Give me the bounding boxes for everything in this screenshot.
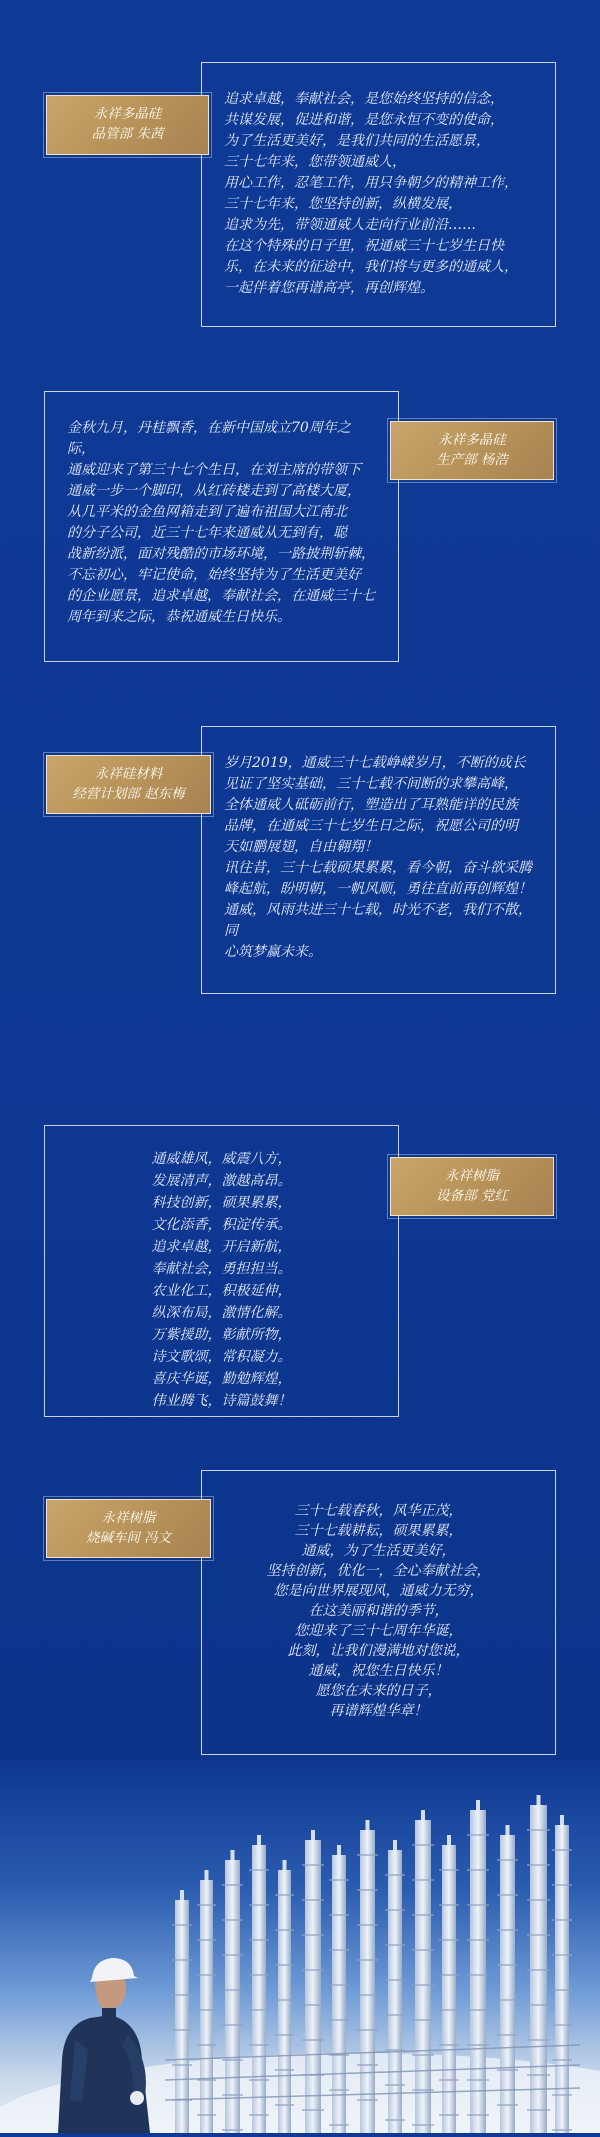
distillation-towers	[172, 1795, 572, 2133]
author-dept-1: 品管部 朱茜	[91, 126, 164, 142]
tower	[500, 1835, 515, 2133]
worker-figure	[58, 1958, 150, 2133]
tower	[175, 1900, 189, 2133]
plant-illustration	[0, 1760, 600, 2133]
greeting-card-4	[44, 1125, 399, 1417]
greeting-text-3: 岁月2019，通威三十七载峥嵘岁月，不断的成长 见证了坚实基础，三十七载不间断的求攀高峰， 全体通威人砥砺前行，塑造出了耳熟能详的民族 品牌，在通威三十七岁生日之际，祝愿公司的明 天如鹏展翅，自由翱翔！ 讯往昔，三十七载硕果累累，看今朝，奋斗欲采腾 峰起航，盼明朝，一帆风顺，勇往直前再创辉煌！ 通威，风雨共进三十七载，时光不老，我们不散，同 心筑梦赢未来。	[224, 755, 532, 960]
greeting-text-5: 三十七载春秋，风华正茂， 三十七载耕耘，硕果累累， 通威，为了生活更美好， 坚持创新，优化一，全心奉献社会， 您是向世界展现风，通威力无穷， 在这美丽和谐的季节， 您迎来了三十七周年华诞， 此刻，让我们漫满地对您说， 通威，祝您生日快乐！ 愿您在未来的日子， 再谱辉煌华章！	[266, 1503, 491, 1719]
author-company-2: 永祥多晶硅	[438, 432, 506, 448]
tower	[442, 1845, 456, 2133]
author-dept-2: 生产部 杨浩	[436, 452, 508, 468]
footer-photo	[0, 1760, 600, 2133]
tower	[252, 1845, 266, 2133]
tower	[305, 1840, 321, 2133]
greeting-card-5	[201, 1470, 556, 1755]
greeting-text-1: 追求卓越，奉献社会，是您始终坚持的信念， 共谋发展，促进和谐，是您永恒不变的使命， 为了生活更美好，是我们共同的生活愿景， 三十七年来，您带领通威人， 用心工作，忍笔工作，用只争朝夕的精神工作， 三十七年来，您坚持创新，纵横发展， 追求为先，带领通威人走向行业前沿…… 在这个特殊的日子里，祝通威三十七岁生日快 乐，在未来的征途中，我们将与更多的通威人， 一起伴着您再谱高亭，再创辉煌。	[224, 91, 518, 296]
greeting-card-3	[201, 726, 556, 994]
tower	[360, 1830, 375, 2133]
author-company-3: 永祥硅材料	[94, 766, 163, 782]
greeting-card-2	[44, 391, 399, 662]
author-company-4: 永祥树脂	[445, 1168, 499, 1184]
author-tag-1	[46, 95, 209, 155]
author-dept-4: 设备部 党红	[436, 1188, 508, 1204]
tower	[388, 1850, 402, 2133]
greeting-card-1	[201, 62, 556, 327]
tower	[555, 1825, 569, 2133]
tower	[278, 1870, 291, 2133]
author-tag-3	[46, 755, 211, 814]
author-company-5: 永祥树脂	[101, 1510, 156, 1526]
author-company-1: 永祥多晶硅	[93, 106, 162, 122]
tower	[225, 1860, 240, 2133]
author-tag-2	[390, 421, 554, 480]
tower	[530, 1805, 547, 2133]
author-dept-5: 烧碱车间 冯文	[85, 1530, 172, 1546]
author-tag-4	[390, 1157, 554, 1216]
tower	[415, 1820, 431, 2133]
tower	[332, 1855, 346, 2133]
greeting-text-4: 通威雄风，威震八方， 发展清声，激越高昂。 科技创新，硕果累累， 文化添香，积淀传承。 追求卓越，开启新航， 奉献社会，勇担担当。 农业化工，积极延伸， 纵深布局，激情化解。 万紫援助，彰献所物， 诗文歌颂，常积凝力。 喜庆华诞，勤勉辉煌， 伟业腾飞，诗篇鼓舞！	[151, 1151, 292, 1409]
author-tag-5	[46, 1499, 211, 1558]
author-dept-3: 经营计划部 赵东梅	[72, 786, 185, 802]
tower	[470, 1810, 486, 2133]
tower	[200, 1880, 213, 2133]
greeting-text-2: 金秋九月，丹桂飘香，在新中国成立70周年之际， 通威迎来了第三十七个生日，在刘主席的带领下 通威一步一个脚印，从红砖楼走到了高楼大厦， 从几平米的金鱼网箱走到了遍布祖国大江南北 的分子公司，近三十七年来通威从无到有，聪 战新纷派，面对残酷的市场环境，一路披荆斩棘， 不忘初心，牢记使命，始终坚持为了生活更美好 的企业愿景，追求卓越，奉献社会，在通威三十七 周年到来之际，恭祝通威生日快乐。	[67, 420, 375, 625]
